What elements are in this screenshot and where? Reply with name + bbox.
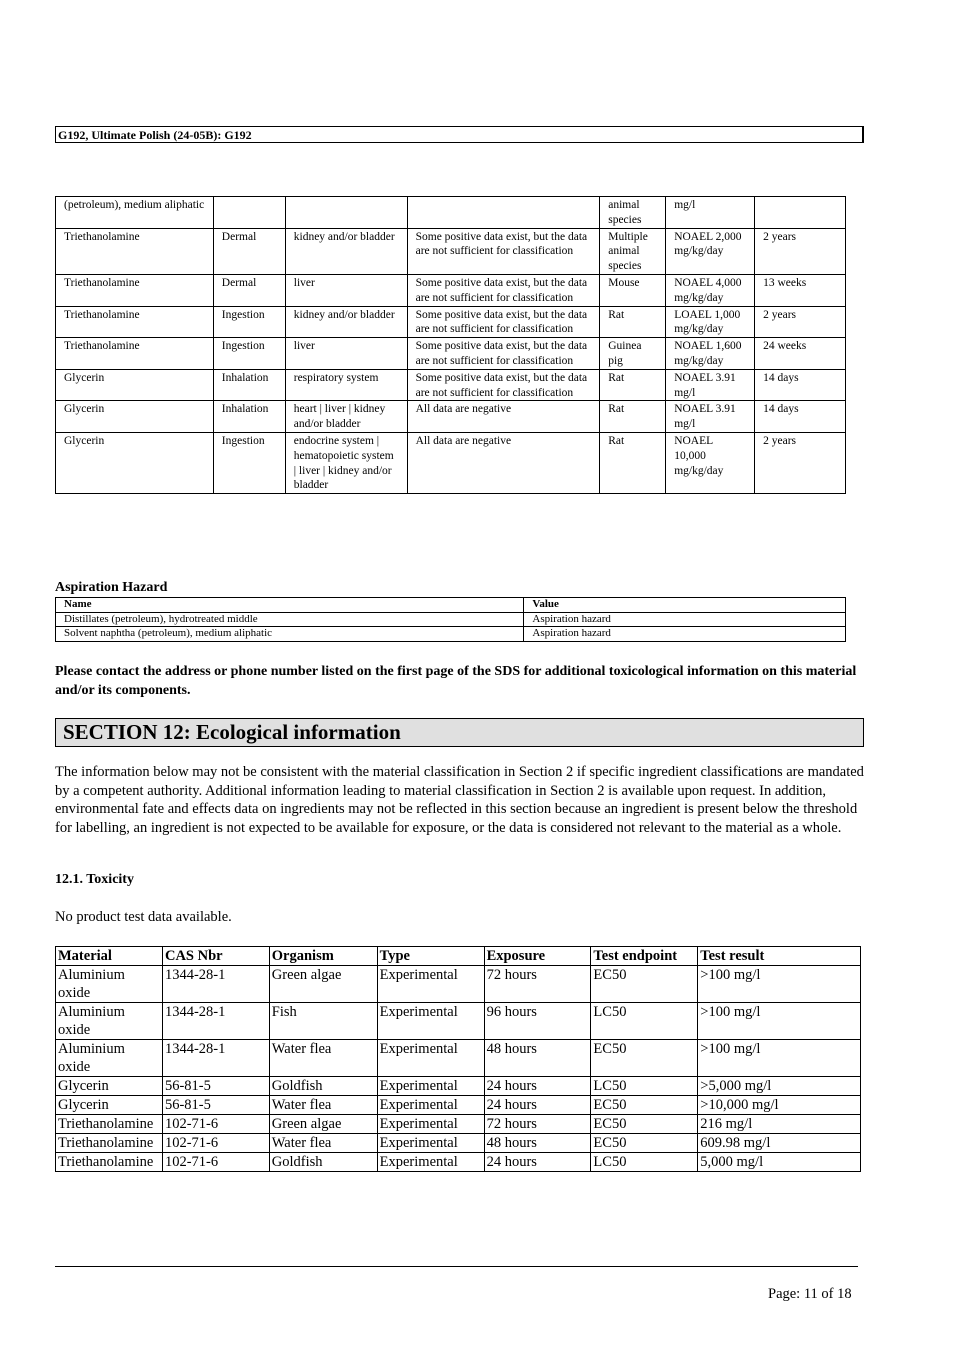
cell-test-result: NOAEL 3.91 mg/l: [666, 401, 755, 433]
cell-duration: 14 days: [755, 401, 846, 433]
cell-route: Inhalation: [213, 401, 285, 433]
cell-type: Experimental: [377, 1115, 484, 1134]
cell-material: Glycerin: [56, 1096, 163, 1115]
cell-exposure: 96 hours: [484, 1003, 591, 1040]
cell-material: Glycerin: [56, 401, 214, 433]
cell-material: Triethanolamine: [56, 1134, 163, 1153]
cell-result: >100 mg/l: [698, 1040, 861, 1077]
cell-cas: 56-81-5: [162, 1077, 269, 1096]
table-header-row: [56, 947, 861, 966]
cell-organism: Water flea: [269, 1040, 377, 1077]
cell-value: Aspiration hazard: [524, 627, 846, 642]
cell-value: Some positive data exist, but the data are not sufficient for classification: [407, 306, 600, 338]
cell-organ: liver: [285, 274, 407, 306]
cell-endpoint: LC50: [591, 1153, 698, 1172]
cell-organism: Water flea: [269, 1134, 377, 1153]
cell-route: Ingestion: [213, 432, 285, 493]
toxicity-subheading: 12.1. Toxicity: [55, 872, 134, 887]
ecological-intro-paragraph: The information below may not be consistent with the material classification in Section 2 if specific ingredient classifications are mandated by a competent authority. Additional information leading to material classification in Section 2 is available upon request. In addition, environmental fate and effects data on ingredients may not be reflected in this section because an ingredient is present below the threshold for labelling, an ingredient is not expected to be available for exposure, or the data is considered not relevant to the material as a whole.: [55, 764, 864, 836]
cell-organ: [285, 197, 407, 229]
cell-result: >100 mg/l: [698, 966, 861, 1003]
cell-organ: heart | liver | kidney and/or bladder: [285, 401, 407, 433]
cell-duration: 14 days: [755, 369, 846, 401]
col-header-exposure: Exposure: [484, 947, 591, 966]
cell-cas: 102-71-6: [162, 1153, 269, 1172]
cell-organism: Green algae: [269, 966, 377, 1003]
cell-value: Some positive data exist, but the data are not sufficient for classification: [407, 338, 600, 370]
cell-material: Triethanolamine: [56, 1115, 163, 1134]
cell-cas: 56-81-5: [162, 1096, 269, 1115]
cell-material: Aluminium oxide: [56, 966, 163, 1003]
cell-value: Some positive data exist, but the data are not sufficient for classification: [407, 228, 600, 274]
cell-route: Dermal: [213, 228, 285, 274]
cell-cas: 102-71-6: [162, 1115, 269, 1134]
aspiration-heading: Aspiration Hazard: [55, 580, 168, 595]
aspiration-table: [55, 597, 846, 642]
cell-value: All data are negative: [407, 432, 600, 493]
cell-exposure: 24 hours: [484, 1077, 591, 1096]
cell-type: Experimental: [377, 1003, 484, 1040]
table-row: [56, 627, 846, 642]
table-row: [56, 1115, 861, 1134]
cell-material: Glycerin: [56, 1077, 163, 1096]
table-row: [56, 966, 861, 1003]
cell-endpoint: EC50: [591, 1096, 698, 1115]
table-row: [56, 432, 846, 493]
cell-exposure: 72 hours: [484, 1115, 591, 1134]
table-row: [56, 1040, 861, 1077]
table-row: [56, 338, 846, 370]
cell-material: Glycerin: [56, 432, 214, 493]
cell-organ: liver: [285, 338, 407, 370]
cell-type: Experimental: [377, 1040, 484, 1077]
col-header-cas: CAS Nbr: [162, 947, 269, 966]
cell-duration: 2 years: [755, 228, 846, 274]
cell-value: [407, 197, 600, 229]
table-row: [56, 1096, 861, 1115]
cell-organ: kidney and/or bladder: [285, 306, 407, 338]
footer-divider: [55, 1266, 858, 1267]
document-header: G192, Ultimate Polish (24-05B): G192: [55, 126, 864, 143]
cell-test-result: NOAEL 2,000 mg/kg/day: [666, 228, 755, 274]
page-number: Page: 11 of 18: [768, 1286, 852, 1302]
cell-duration: [755, 197, 846, 229]
cell-organ: respiratory system: [285, 369, 407, 401]
cell-result: 609.98 mg/l: [698, 1134, 861, 1153]
cell-value: Some positive data exist, but the data are not sufficient for classification: [407, 274, 600, 306]
cell-duration: 13 weeks: [755, 274, 846, 306]
cell-type: Experimental: [377, 1134, 484, 1153]
cell-cas: 1344-28-1: [162, 966, 269, 1003]
cell-endpoint: LC50: [591, 1077, 698, 1096]
cell-result: >5,000 mg/l: [698, 1077, 861, 1096]
cell-name: Distillates (petroleum), hydrotreated middle: [56, 612, 524, 627]
cell-test-result: NOAEL 3.91 mg/l: [666, 369, 755, 401]
cell-material: Aluminium oxide: [56, 1040, 163, 1077]
table-row: [56, 1153, 861, 1172]
cell-test-result: NOAEL 10,000 mg/kg/day: [666, 432, 755, 493]
cell-species: Mouse: [600, 274, 666, 306]
cell-test-result: NOAEL 4,000 mg/kg/day: [666, 274, 755, 306]
cell-cas: 102-71-6: [162, 1134, 269, 1153]
cell-value: All data are negative: [407, 401, 600, 433]
cell-endpoint: LC50: [591, 1003, 698, 1040]
cell-name: Solvent naphtha (petroleum), medium aliphatic: [56, 627, 524, 642]
table-row: [56, 1134, 861, 1153]
cell-route: [213, 197, 285, 229]
cell-type: Experimental: [377, 1077, 484, 1096]
cell-material: Triethanolamine: [56, 228, 214, 274]
table-row: [56, 274, 846, 306]
cell-type: Experimental: [377, 1096, 484, 1115]
table-row: [56, 1077, 861, 1096]
cell-route: Inhalation: [213, 369, 285, 401]
table-row: [56, 197, 846, 229]
cell-species: Multiple animal species: [600, 228, 666, 274]
table-row: [56, 612, 846, 627]
table-row: [56, 401, 846, 433]
cell-exposure: 24 hours: [484, 1096, 591, 1115]
cell-result: >10,000 mg/l: [698, 1096, 861, 1115]
cell-endpoint: EC50: [591, 1040, 698, 1077]
cell-species: Rat: [600, 401, 666, 433]
cell-type: Experimental: [377, 1153, 484, 1172]
col-header-organism: Organism: [269, 947, 377, 966]
cell-duration: 24 weeks: [755, 338, 846, 370]
cell-organism: Water flea: [269, 1096, 377, 1115]
col-header-name: Name: [56, 598, 524, 613]
ecotoxicity-table: [55, 946, 861, 1172]
cell-material: Aluminium oxide: [56, 1003, 163, 1040]
cell-endpoint: EC50: [591, 1134, 698, 1153]
cell-exposure: 48 hours: [484, 1040, 591, 1077]
section-12-title: SECTION 12: Ecological information: [55, 718, 864, 747]
cell-test-result: mg/l: [666, 197, 755, 229]
cell-organ: kidney and/or bladder: [285, 228, 407, 274]
cell-species: Guinea pig: [600, 338, 666, 370]
cell-value: Some positive data exist, but the data are not sufficient for classification: [407, 369, 600, 401]
cell-organ: endocrine system | hematopoietic system | liver | kidney and/or bladder: [285, 432, 407, 493]
cell-result: 216 mg/l: [698, 1115, 861, 1134]
col-header-value: Value: [524, 598, 846, 613]
cell-test-result: NOAEL 1,600 mg/kg/day: [666, 338, 755, 370]
cell-route: Dermal: [213, 274, 285, 306]
table-row: [56, 369, 846, 401]
table-row: [56, 306, 846, 338]
cell-exposure: 72 hours: [484, 966, 591, 1003]
cell-species: Rat: [600, 369, 666, 401]
table-header-row: [56, 598, 846, 613]
cell-route: Ingestion: [213, 338, 285, 370]
target-organ-table: [55, 196, 846, 494]
cell-type: Experimental: [377, 966, 484, 1003]
col-header-result: Test result: [698, 947, 861, 966]
cell-endpoint: EC50: [591, 1115, 698, 1134]
cell-material: Triethanolamine: [56, 1153, 163, 1172]
cell-route: Ingestion: [213, 306, 285, 338]
cell-material: Triethanolamine: [56, 274, 214, 306]
col-header-type: Type: [377, 947, 484, 966]
cell-species: animal species: [600, 197, 666, 229]
cell-duration: 2 years: [755, 432, 846, 493]
col-header-endpoint: Test endpoint: [591, 947, 698, 966]
cell-material: Glycerin: [56, 369, 214, 401]
cell-cas: 1344-28-1: [162, 1003, 269, 1040]
cell-value: Aspiration hazard: [524, 612, 846, 627]
cell-endpoint: EC50: [591, 966, 698, 1003]
cell-species: Rat: [600, 432, 666, 493]
cell-organism: Green algae: [269, 1115, 377, 1134]
no-product-data-note: No product test data available.: [55, 909, 232, 925]
cell-organism: Goldfish: [269, 1077, 377, 1096]
cell-material: Triethanolamine: [56, 306, 214, 338]
cell-result: 5,000 mg/l: [698, 1153, 861, 1172]
cell-organism: Goldfish: [269, 1153, 377, 1172]
cell-exposure: 24 hours: [484, 1153, 591, 1172]
cell-result: >100 mg/l: [698, 1003, 861, 1040]
cell-cas: 1344-28-1: [162, 1040, 269, 1077]
cell-species: Rat: [600, 306, 666, 338]
contact-note: Please contact the address or phone number listed on the first page of the SDS for additional toxicological information on this material and/or its components.: [55, 664, 857, 698]
cell-material: (petroleum), medium aliphatic: [56, 197, 214, 229]
cell-duration: 2 years: [755, 306, 846, 338]
table-row: [56, 1003, 861, 1040]
cell-organism: Fish: [269, 1003, 377, 1040]
table-row: [56, 228, 846, 274]
col-header-material: Material: [56, 947, 163, 966]
cell-test-result: LOAEL 1,000 mg/kg/day: [666, 306, 755, 338]
cell-exposure: 48 hours: [484, 1134, 591, 1153]
cell-material: Triethanolamine: [56, 338, 214, 370]
